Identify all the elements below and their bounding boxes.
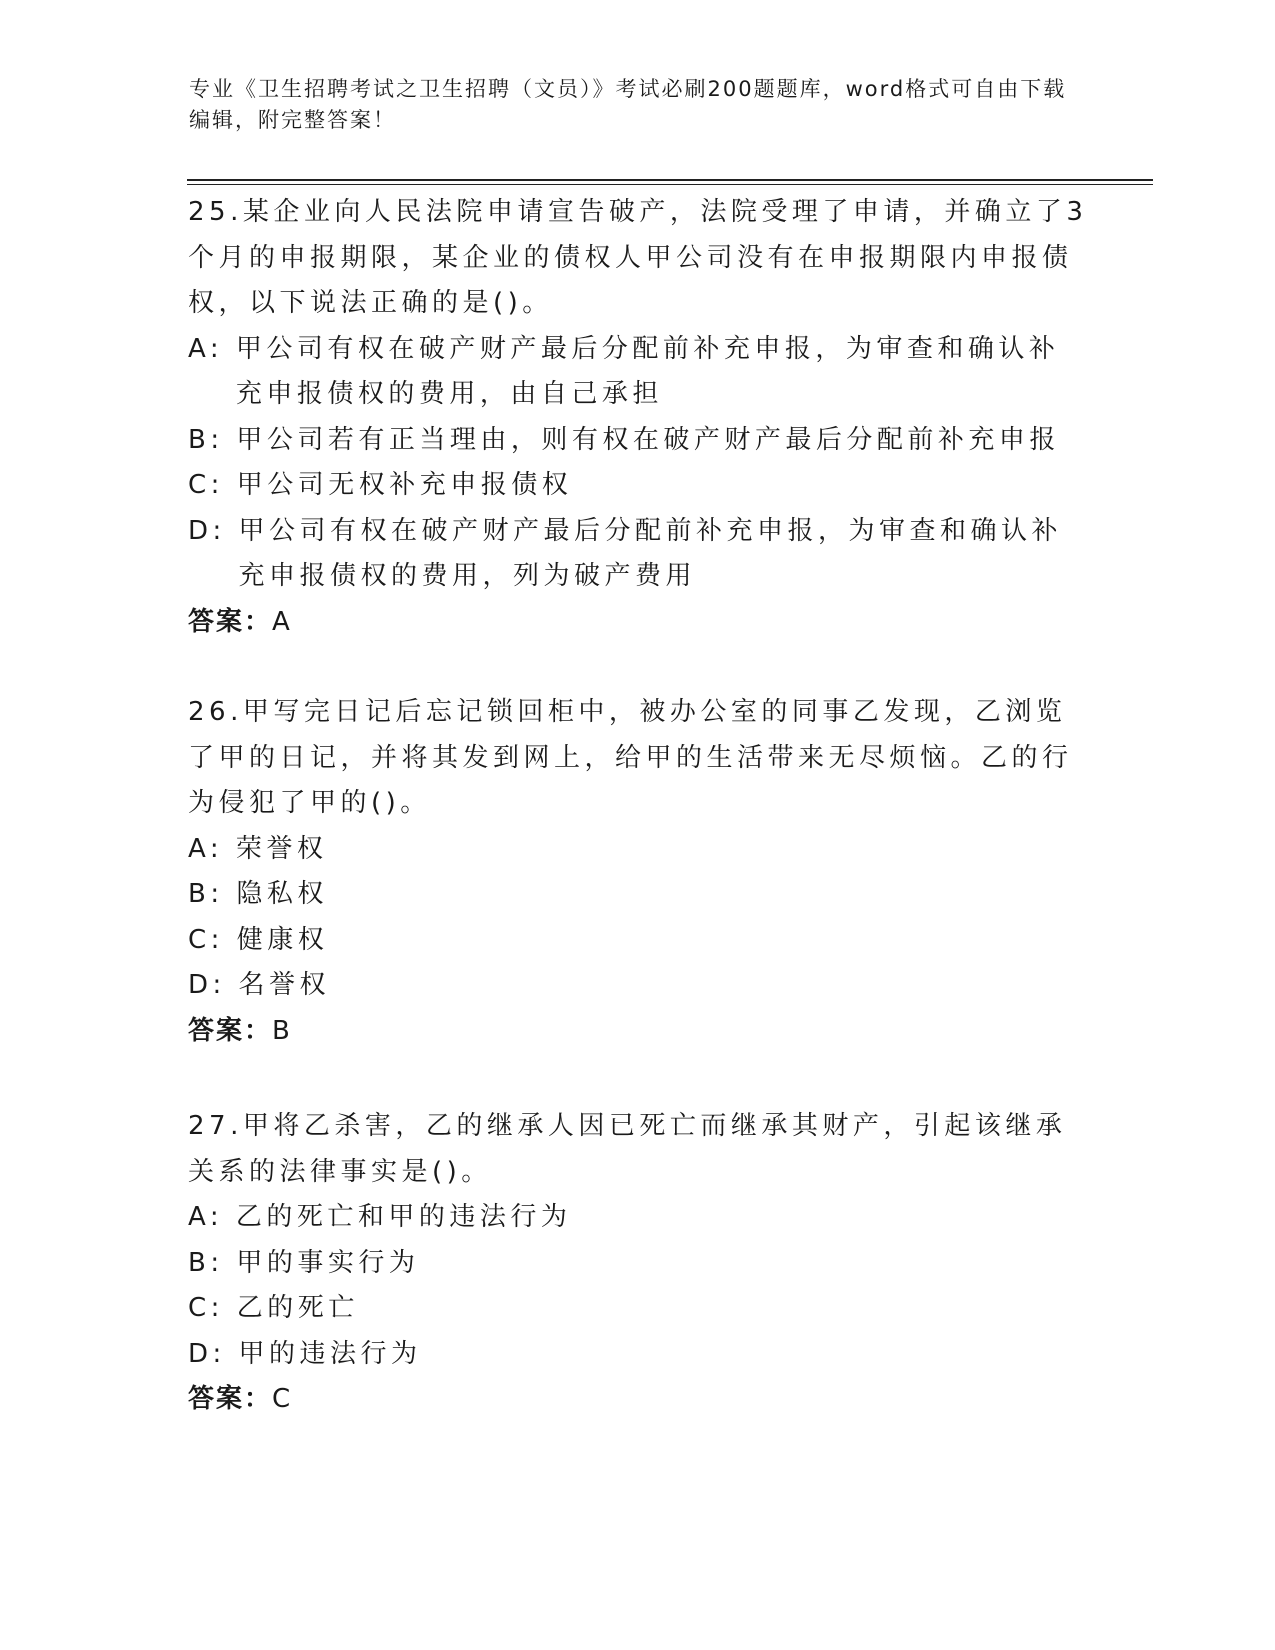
option-a — [188, 1195, 1088, 1241]
option-letter: A: — [188, 333, 236, 364]
answer-line — [188, 600, 1088, 646]
option-letter: D: — [188, 1338, 239, 1369]
option-text: 甲公司有权在破产财产最后分配前补充申报，为审查和确认补充申报债权的费用，由自己承担 — [235, 333, 1060, 409]
answer-value: C — [272, 1384, 292, 1414]
question-25 — [188, 190, 1088, 645]
option-letter: B: — [188, 879, 237, 909]
option-text: 健康权 — [236, 924, 329, 955]
option-text: 名誉权 — [238, 970, 331, 1000]
option-a — [188, 327, 1088, 418]
option-text: 荣誉权 — [235, 833, 328, 864]
answer-line — [188, 1377, 1088, 1423]
answer-line — [188, 1009, 1088, 1055]
header-divider-thin — [187, 184, 1153, 185]
option-letter: B: — [188, 424, 237, 455]
option-b — [188, 418, 1088, 464]
option-c — [188, 1286, 1088, 1332]
option-letter: B: — [188, 1247, 237, 1278]
option-text: 甲的事实行为 — [236, 1247, 420, 1278]
answer-value: A — [272, 606, 291, 637]
option-letter: D: — [188, 515, 239, 546]
answer-label: 答案： — [188, 606, 273, 637]
option-letter: A: — [188, 1202, 236, 1232]
question-stem: 26.甲写完日记后忘记锁回柜中，被办公室的同事乙发现，乙浏览了甲的日记，并将其发到网上，给甲的生活带来无尽烦恼。乙的行为侵犯了甲的()。 — [188, 697, 1073, 818]
option-text: 甲公司有权在破产财产最后分配前补充申报，为审查和确认补充申报债权的费用，列为破产费用 — [238, 515, 1063, 591]
question-stem: 25.某企业向人民法院申请宣告破产，法院受理了申请，并确立了3个月的申报期限，某企业的债权人甲公司没有在申报期限内申报债权，以下说法正确的是()。 — [188, 197, 1088, 318]
option-text: 乙的死亡和甲的违法行为 — [235, 1202, 572, 1232]
answer-value: B — [272, 1015, 291, 1046]
option-text: 乙的死亡 — [236, 1293, 359, 1323]
option-d — [188, 963, 1088, 1009]
option-d — [188, 509, 1088, 600]
answer-label: 答案： — [188, 1015, 273, 1046]
option-c — [188, 918, 1088, 964]
option-letter: C: — [188, 924, 237, 955]
answer-label: 答案： — [188, 1384, 273, 1414]
option-text: 隐私权 — [236, 879, 328, 909]
option-text: 甲公司若有正当理由，则有权在破产财产最后分配前补充申报 — [236, 424, 1060, 455]
option-b — [188, 872, 1088, 918]
option-d — [188, 1332, 1088, 1378]
question-stem: 27.甲将乙杀害，乙的继承人因已死亡而继承其财产，引起该继承关系的法律事实是()。 — [188, 1111, 1067, 1187]
option-letter: A: — [188, 833, 236, 864]
question-26 — [188, 690, 1088, 1054]
question-27 — [188, 1104, 1088, 1423]
page-header: 专业《卫生招聘考试之卫生招聘（文员）》考试必刷200题题库，word格式可自由下载编辑，附完整答案！ — [189, 77, 1067, 132]
option-c — [188, 463, 1088, 509]
option-b — [188, 1241, 1088, 1287]
option-text: 甲的违法行为 — [238, 1338, 422, 1369]
option-letter: C: — [188, 1293, 237, 1323]
option-text: 甲公司无权补充申报债权 — [236, 470, 573, 500]
option-a — [188, 827, 1088, 873]
option-letter: C: — [188, 470, 237, 500]
option-letter: D: — [188, 970, 239, 1000]
header-divider-thick — [187, 179, 1153, 181]
